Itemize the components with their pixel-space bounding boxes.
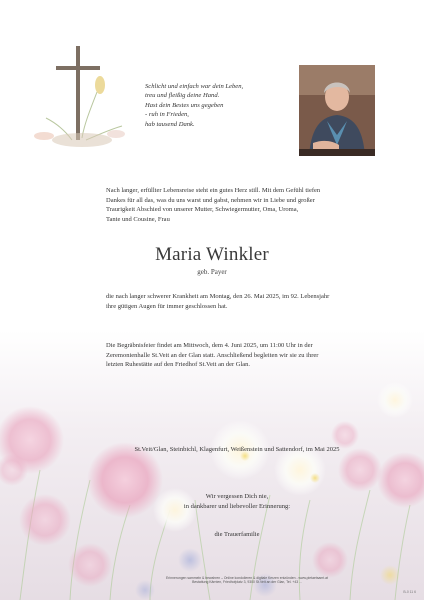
verse-line: Schlicht und einfach war dein Leben, <box>145 83 244 90</box>
intro-line: Traurigkeit Abschied von unserer Mutter, Schwiegermutter, Oma, Uroma, <box>106 206 299 213</box>
intro-paragraph <box>106 186 414 224</box>
funeral-line: letzten Ruhestätte auf den Friedhof St.Veit an der Glan. <box>106 361 251 368</box>
funeral-line: Zeremonienhalle St.Veit an der Glan statt. Anschließend begleiten wir sie zu ihrer <box>106 351 319 359</box>
intro-line: Nach langer, erfüllter Lebensreise steht ein gutes Herz still. Mit dem Gefühl tiefen <box>106 187 321 194</box>
cross-illustration <box>22 40 132 152</box>
verse-line: hab tausend Dank. <box>145 120 195 128</box>
funeral-line: Die Begräbnisfeier findet am Mittwoch, dem 4. Juni 2025, um 11:00 Uhr in der <box>106 342 313 349</box>
document-code: B-0 11 6 <box>403 590 416 594</box>
portrait-image <box>299 65 375 156</box>
maiden-name: geb. Payer <box>197 268 227 276</box>
footer-line: Erinnerungen sammeln & bewahren – Online kondolieren & digitale Kerzen entzünden - www.pietaetsamt.at <box>166 576 328 580</box>
death-notice-line: die nach langer schwerer Krankheit am Montag, den 26. Mai 2025, im 92. Lebensjahr <box>106 293 330 300</box>
verse-line: treu und fleißig deine Hand. <box>145 92 220 100</box>
portrait-photo <box>299 65 375 156</box>
places-date-line: St.Veit/Glan, Steinbichl, Klagenfurt, Weißenstein und Sattendorf, im Mai 2025 <box>134 446 340 453</box>
footer-imprint <box>0 576 424 585</box>
verse-line: - ruh in Frieden, <box>145 111 189 119</box>
death-notice-paragraph <box>106 292 418 311</box>
closing-lines <box>0 492 424 512</box>
intro-line: Dankes für all das, was du uns warst und gabst, nehmen wir in Liebe und großer <box>106 196 315 204</box>
closing-line: Wir vergessen Dich nie, <box>205 493 269 500</box>
footer-line: Bestattung Kärnten, Friedhofplatz 3, 9300 St.Veit an der Glan, Tel. +43 ... <box>192 580 302 585</box>
verse-line: Hast dein Bestes uns gegeben <box>145 101 224 109</box>
deceased-name: Maria Winkler <box>155 244 269 265</box>
cross-icon <box>56 46 100 140</box>
family-signature: die Trauerfamilie <box>214 531 260 538</box>
intro-line: Tante und Cousine, Frau <box>106 215 170 223</box>
funeral-paragraph <box>106 341 418 370</box>
death-notice-line: ihre gütigen Augen für immer geschlossen hat. <box>106 302 228 310</box>
memorial-verse <box>145 82 295 129</box>
closing-line: in dankbarer und liebevoller Erinnerung: <box>183 503 291 510</box>
